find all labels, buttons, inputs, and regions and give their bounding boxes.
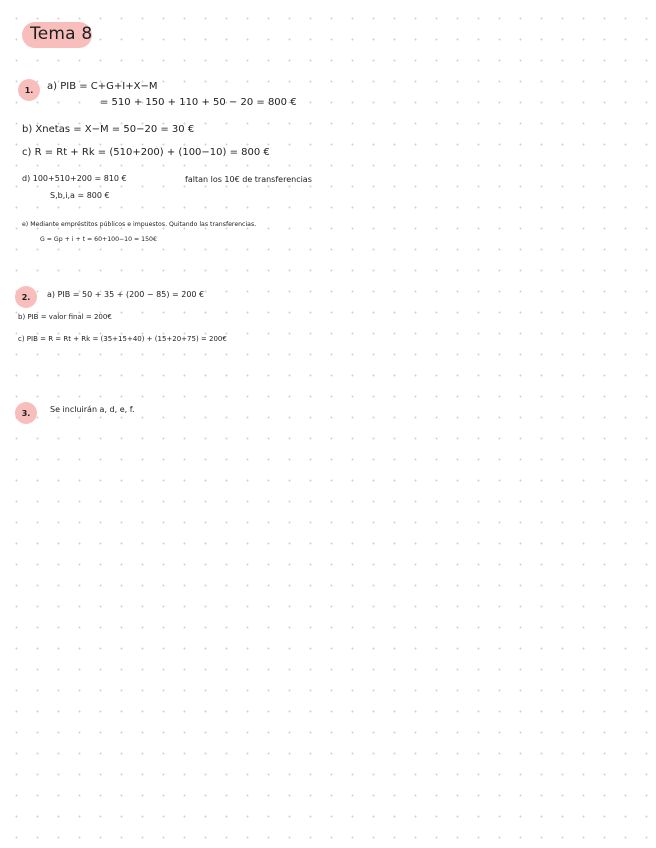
- section-number: 1.: [24, 86, 34, 95]
- answer-line: c) PIB = R = Rt + Rk = (35+15+40) + (15+20+75) = 200€: [18, 335, 227, 343]
- answer-line: = 510 + 150 + 110 + 50 − 20 = 800 €: [100, 97, 297, 108]
- answer-line: faltan los 10€ de transferencias: [185, 175, 312, 184]
- answer-line: d) 100+510+200 = 810 €: [22, 174, 127, 183]
- answer-line: a) PIB = C+G+I+X−M: [47, 81, 158, 92]
- answer-line: b) PIB = valor final = 200€: [18, 313, 112, 321]
- page-title: Tema 8: [30, 24, 93, 44]
- answer-line: Se incluirán a, d, e, f.: [50, 405, 135, 414]
- answer-line: S,b,i,a = 800 €: [50, 191, 110, 200]
- answer-line: a) PIB = 50 + 35 + (200 − 85) = 200 €: [47, 290, 205, 299]
- answer-line: c) R = Rt + Rk = (510+200) + (100−10) = 800 €: [22, 147, 270, 158]
- answer-line: b) Xnetas = X−M = 50−20 = 30 €: [22, 124, 195, 135]
- section-number: 2.: [21, 293, 31, 302]
- section-number: 3.: [21, 409, 31, 418]
- answer-line: e) Mediante empréstitos públicos e impuestos. Quitando las transferencias.: [22, 221, 257, 228]
- answer-line: G = Gp + i + t = 60+100−10 = 150€: [40, 236, 157, 243]
